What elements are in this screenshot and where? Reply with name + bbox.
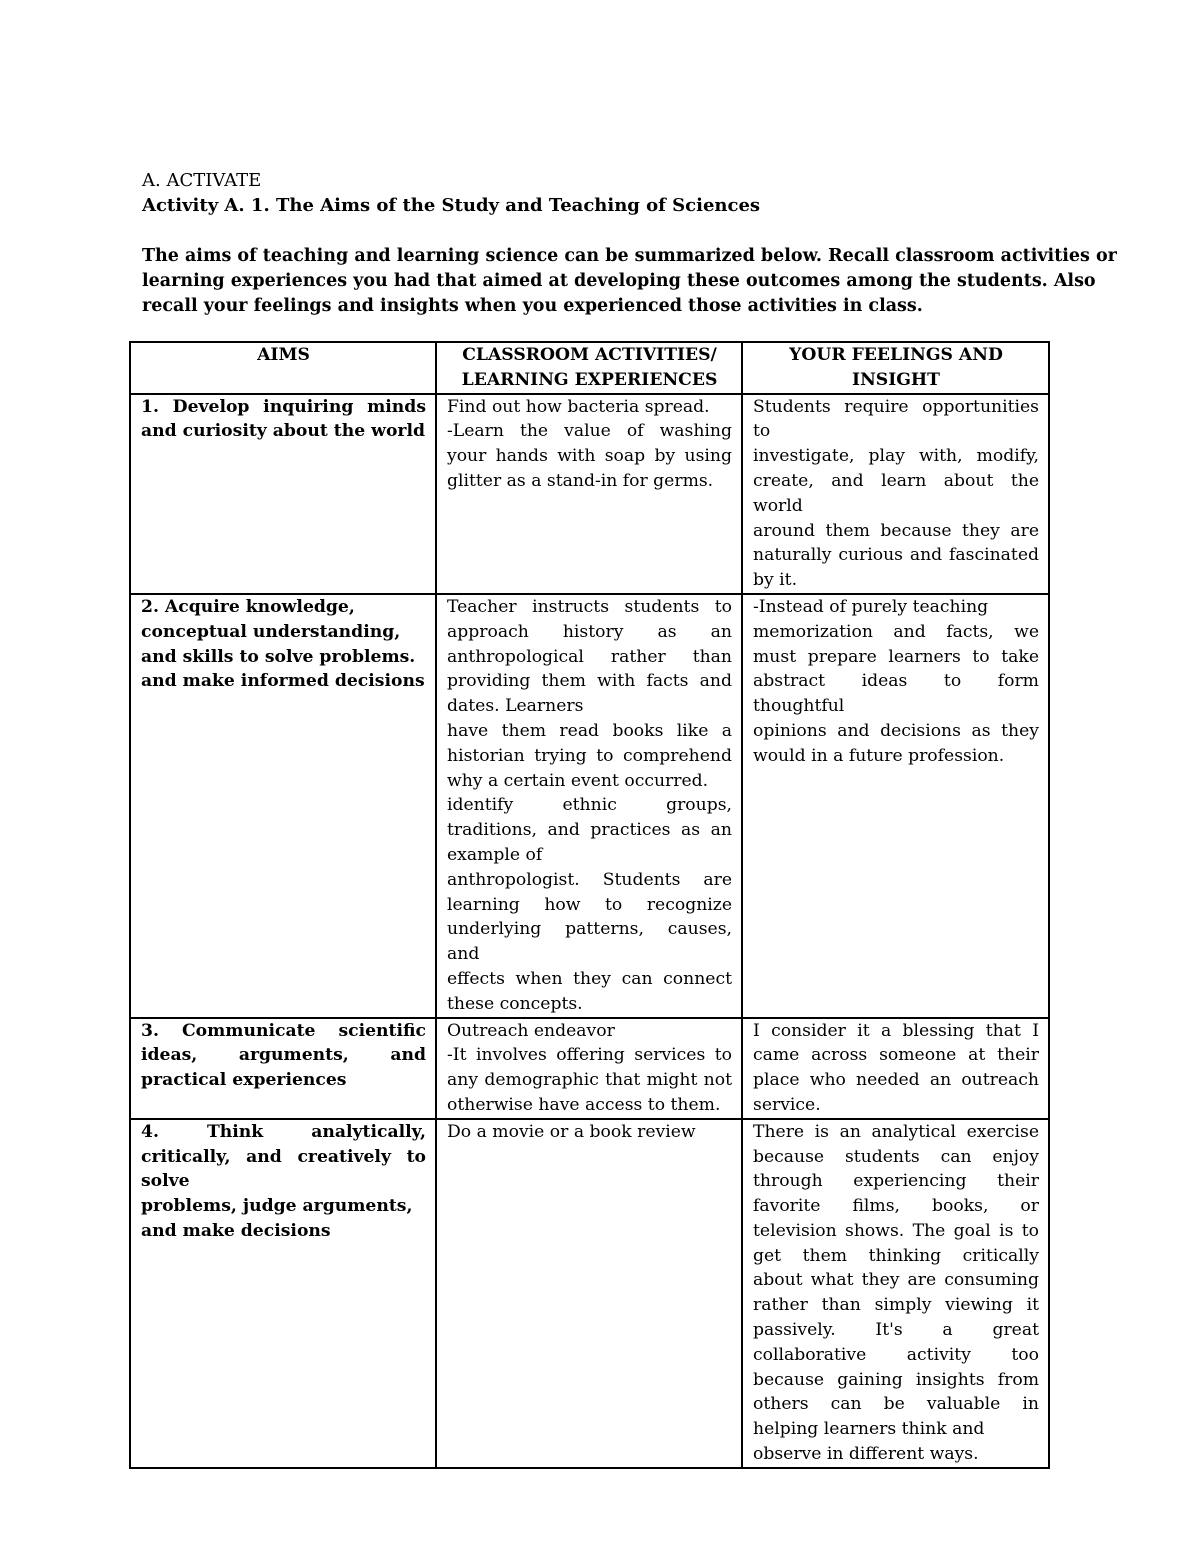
cell-text-line: why a certain event occurred. [447,770,709,791]
instructions-line: recall your feelings and insights when you experienced those activities in class. [142,296,923,316]
cell-text-line: others can be valuable in [753,1394,1039,1415]
header-aims: AIMS [130,342,436,394]
cell-text-line: -It involves offering services to [447,1045,732,1066]
cell-text-line: providing them with facts and [447,671,732,692]
cell-text-line: and make informed decisions [141,671,425,692]
instructions-line: learning experiences you had that aimed at developing these outcomes among the students. Also [142,271,1096,291]
cell-text-line: have them read books like a [447,720,732,741]
cell-text-line: 3. Communicate scientific [141,1020,426,1041]
cell-text-line: historian trying to comprehend [447,745,732,766]
cell-text-line: because gaining insights from [753,1369,1039,1390]
cell-text-line: -Instead of purely teaching [753,596,989,617]
feeling-cell [742,594,1049,1018]
activity-cell [436,394,742,594]
table-row [130,1018,1049,1119]
cell-text-line: critically, and creatively to [141,1146,426,1167]
table-header-row [130,342,1049,394]
instructions-line: The aims of teaching and learning science can be summarized below. Recall classroom activities or [142,246,1117,266]
aims-table [129,341,1050,1469]
cell-text-line: I consider it a blessing that I [753,1020,1039,1041]
header-classroom-activities: CLASSROOM ACTIVITIES/ LEARNING EXPERIENCES [436,342,742,394]
cell-text-line: anthropologist. Students are [447,869,732,890]
header-feelings-insight: YOUR FEELINGS AND INSIGHT [742,342,1049,394]
feeling-cell [742,1018,1049,1119]
cell-text-line: favorite films, books, or [753,1196,1039,1217]
aim-cell [130,394,436,594]
cell-text-line: because students can enjoy [753,1146,1039,1167]
feeling-cell [742,394,1049,594]
aim-cell [130,594,436,1018]
cell-text-line: place who needed an outreach [753,1070,1039,1091]
cell-text-line: observe in different ways. [753,1444,979,1465]
aim-cell [130,1119,436,1468]
cell-text-line: opinions and decisions as they [753,720,1039,741]
activity-title: Activity A. 1. The Aims of the Study and Teaching of Sciences [142,195,761,216]
cell-text-line: 2. Acquire knowledge, [141,596,355,617]
cell-text-line: would in a future profession. [753,745,1005,766]
cell-text-line: and skills to solve problems. [141,646,416,667]
cell-text-line: television shows. The goal is to [753,1220,1039,1241]
section-title: A. ACTIVATE [142,170,262,191]
cell-text-line: example of [447,844,543,865]
cell-text-line: conceptual understanding, [141,621,401,642]
activity-cell [436,1018,742,1119]
cell-text-line: create, and learn about the world [753,470,1039,516]
cell-text-line: approach history as an [447,621,732,642]
cell-text-line: helping learners think and [753,1419,985,1440]
instructions-paragraph [142,244,1117,319]
cell-text-line: get them thinking critically [753,1245,1039,1266]
cell-text-line: learning how to recognize [447,894,732,915]
table-row [130,594,1049,1018]
cell-text-line: 4. Think analytically, [141,1121,426,1142]
table-row [130,1119,1049,1468]
cell-text-line: any demographic that might not [447,1070,732,1091]
cell-text-line: identify ethnic groups, [447,795,732,816]
cell-text-line: and make decisions [141,1220,331,1241]
cell-text-line: solve [141,1171,190,1192]
cell-text-line: glitter as a stand-in for germs. [447,470,714,491]
cell-text-line: Students require opportunities to [753,396,1039,442]
cell-text-line: -Learn the value of washing [447,421,732,442]
cell-text-line: came across someone at their [753,1045,1039,1066]
cell-text-line: through experiencing their [753,1171,1039,1192]
aim-cell [130,1018,436,1119]
cell-text-line: collaborative activity too [753,1344,1039,1365]
cell-text-line: must prepare learners to take [753,646,1039,667]
cell-text-line: by it. [753,570,798,591]
heading-block [142,168,1072,218]
cell-text-line: memorization and facts, we [753,621,1039,642]
cell-text-line: and curiosity about the world [141,421,426,442]
cell-text-line: investigate, play with, modify, [753,446,1039,467]
activity-cell [436,1119,742,1468]
feeling-cell [742,1119,1049,1468]
cell-text-line: Teacher instructs students to [447,596,732,617]
cell-text-line: effects when they can connect [447,968,732,989]
cell-text-line: Outreach endeavor [447,1020,615,1041]
cell-text-line: practical experiences [141,1070,347,1091]
cell-text-line: There is an analytical exercise [753,1121,1039,1142]
cell-text-line: problems, judge arguments, [141,1196,413,1217]
cell-text-line: Find out how bacteria spread. [447,396,710,417]
cell-text-line: abstract ideas to form thoughtful [753,671,1039,717]
cell-text-line: passively. It's a great [753,1320,1039,1341]
cell-text-line: rather than simply viewing it [753,1295,1039,1316]
cell-text-line: underlying patterns, causes, and [447,919,732,965]
cell-text-line: these concepts. [447,993,583,1014]
cell-text-line: otherwise have access to them. [447,1094,721,1115]
cell-text-line: dates. Learners [447,696,584,717]
cell-text-line: Do a movie or a book review [447,1121,696,1142]
cell-text-line: traditions, and practices as an [447,820,732,841]
cell-text-line: service. [753,1094,821,1115]
cell-text-line: around them because they are [753,520,1039,541]
cell-text-line: your hands with soap by using [447,446,732,467]
cell-text-line: ideas, arguments, and [141,1045,426,1066]
activity-cell [436,594,742,1018]
cell-text-line: naturally curious and fascinated [753,545,1039,566]
table-row [130,394,1049,594]
cell-text-line: about what they are consuming [753,1270,1039,1291]
cell-text-line: 1. Develop inquiring minds [141,396,426,417]
cell-text-line: anthropological rather than [447,646,732,667]
